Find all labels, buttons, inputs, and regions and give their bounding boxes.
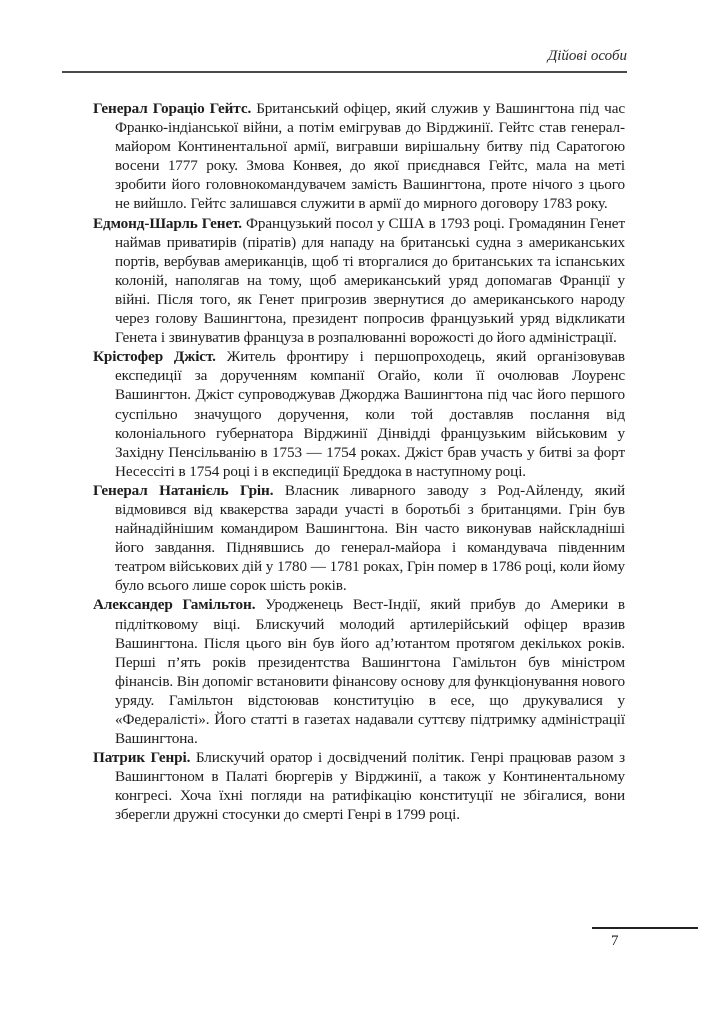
entry-hamilton (93, 595, 625, 748)
entry-name: Генерал Натанієль Грін. (93, 481, 274, 499)
entry-name: Генерал Гораціо Гейтс. (93, 100, 252, 117)
footer-rule (592, 927, 698, 929)
entry-text: Уродженець Вест-Індії, який прибув до Америки в підлітковому віці. Блискучий молодий артилерійський офіцер вразив Вашингтона. Після цього він був його ад’ютантом протягом декількох років. Перші п’ять років президентства Вашингтона Гамільтон був міністром фінансів. Він допоміг встановити фінансову основу для функціонування нового уряду. Гамільтон відстоював конституцію в есе, що друкувалися у «Федералісті». Його статті в газетах надавали суттєву підтримку адміністрації Вашингтона. (115, 596, 625, 748)
entry-genet (93, 214, 625, 348)
page-content (93, 99, 625, 825)
entry-gates (93, 99, 625, 214)
entry-text: Британський офіцер, який служив у Вашингтона під час Франко-індіанської війни, а потім емігрував до Вірджинії. Гейтс став генерал-майором Континентальної армії, вигравши вирішальну битву під Саратогою восени 1777 року. Змова Конвея, до якої приєднався Гейтс, мала на меті зробити його головнокомандувачем замість Вашингтона, проте нічого з цього не вийшло. Гейтс залишався служити в армії до мирного договору 1783 року. (115, 100, 625, 213)
entry-name: Крістофер Джіст. (93, 348, 216, 366)
running-header: Дійові особи (547, 48, 627, 64)
entry-gist (93, 347, 625, 481)
entry-name: Александер Гамільтон. (93, 596, 256, 614)
entry-name: Едмонд-Шарль Генет. (93, 214, 242, 232)
page-number: 7 (611, 933, 619, 949)
entry-text: Житель фронтиру і першопроходець, який організовував експедиції за дорученням компанії Огайо, коли її очолював Лоуренс Вашингтон. Джіст супроводжував Джорджа Вашингтона під час його першого суспільно значущого доручення, коли той доставляв послання від колоніального губернатора Вірджинії Дінвідді французьким військовим у Західну Пенсільванію в 1753 — 1754 роках. Джіст брав участь у битві за форт Несессіті в 1754 році і в експедиції Бреддока в наступному році. (115, 348, 626, 480)
entry-greene (93, 481, 625, 596)
entry-text: Французький посол у США в 1793 році. Громадянин Генет наймав приватирів (піратів) для нападу на британські судна з американських портів, вербував американців, щоб ті вторгалися до британських та іспанських колоній, наполягав на тому, щоб американський уряд допомагав Франції у війні. Після того, як Генет пригрозив звернутися до американського народу через голову Вашингтона, президент попросив французький уряд відкликати Генета і звинуватив француза в розпалюванні ворожості до його адміністрації. (115, 214, 625, 347)
entry-text: Власник ливарного заводу з Род-Айленду, який відмовився від квакерства заради участі в боротьбі з британцями. Грін був найнадійнішим командиром Вашингтона. Він часто виконував найскладніші його завдання. Піднявшись до генерал-майора і командувача південним театром військових дій у 1780 — 1781 роках, Грін помер в 1786 році, коли йому було всього лише сорок шість років. (115, 481, 625, 595)
header-rule (62, 71, 627, 73)
entry-name: Патрик Генрі. (93, 749, 191, 767)
entry-text: Блискучий оратор і досвідчений політик. Генрі працював разом з Вашингтоном в Палаті бюргерів у Вірджинії, а також у Континентальному конгресі. Хоча їхні погляди на ратифікацію конституції не збігалися, вони зберегли дружні стосунки до смерті Генрі в 1799 році. (115, 749, 625, 824)
entry-henry (93, 748, 625, 824)
